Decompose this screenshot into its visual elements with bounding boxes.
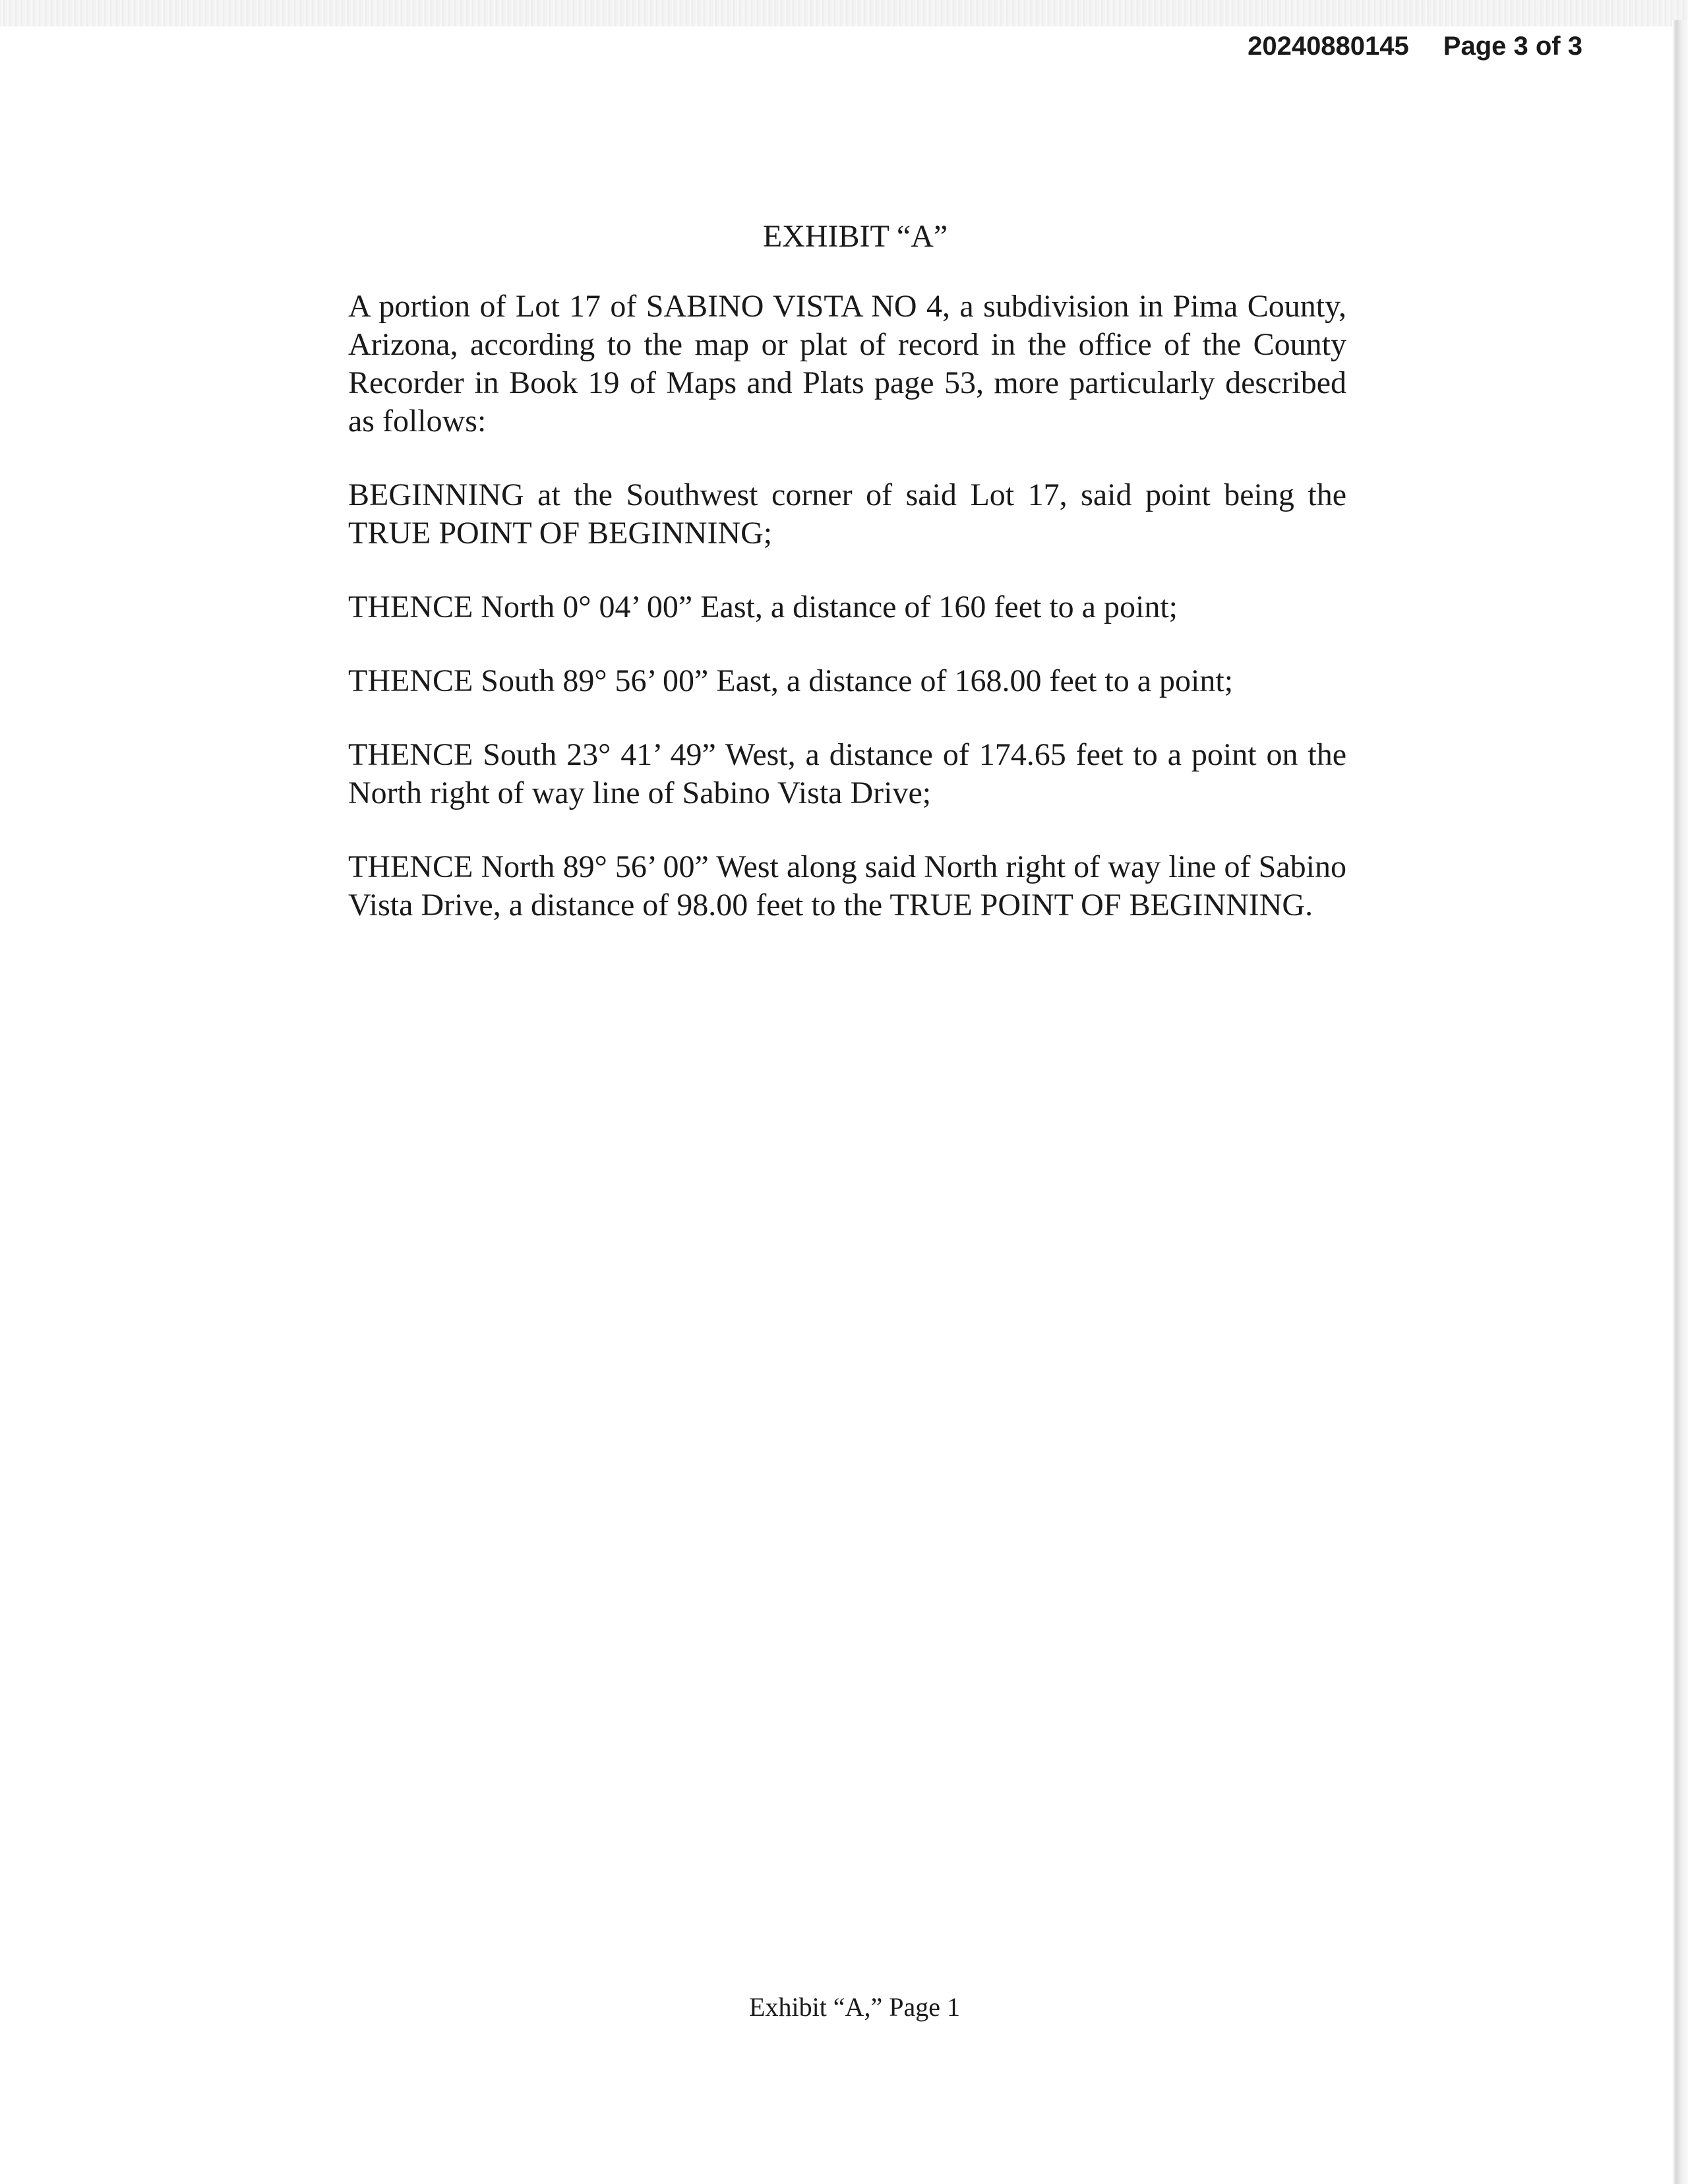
course-4-paragraph: THENCE North 89° 56’ 00” West along said North right of way line of Sabino Vista Drive, a distance of 98.00 feet to the TRUE POINT OF BEGINNING. <box>348 849 1346 923</box>
scan-edge-top <box>0 0 1688 26</box>
legal-description-intro: A portion of Lot 17 of SABINO VISTA NO 4, a subdivision in Pima County, Arizona, according to the map or plat of record in the office of the County Recorder in Book 19 of Maps and Plats page 53, more particularly described as follows: <box>348 289 1346 439</box>
exhibit-title: EXHIBIT “A” <box>762 219 948 254</box>
recording-header <box>1248 32 1582 61</box>
page-indicator: Page 3 of 3 <box>1443 32 1582 61</box>
record-number: 20240880145 <box>1248 32 1409 61</box>
scan-edge-right <box>1672 20 1688 2184</box>
course-3-paragraph: THENCE South 23° 41’ 49” West, a distance of 174.65 feet to a point on the North right of way line of Sabino Vista Drive; <box>348 737 1346 810</box>
exhibit-document <box>348 218 1346 960</box>
beginning-paragraph: BEGINNING at the Southwest corner of said Lot 17, said point being the TRUE POINT OF BEGINNING; <box>348 477 1346 551</box>
course-1-paragraph: THENCE North 0° 04’ 00” East, a distance of 160 feet to a point; <box>348 590 1178 624</box>
page-footer: Exhibit “A,” Page 1 <box>749 1992 960 2022</box>
course-2-paragraph: THENCE South 89° 56’ 00” East, a distance of 168.00 feet to a point; <box>348 663 1234 698</box>
